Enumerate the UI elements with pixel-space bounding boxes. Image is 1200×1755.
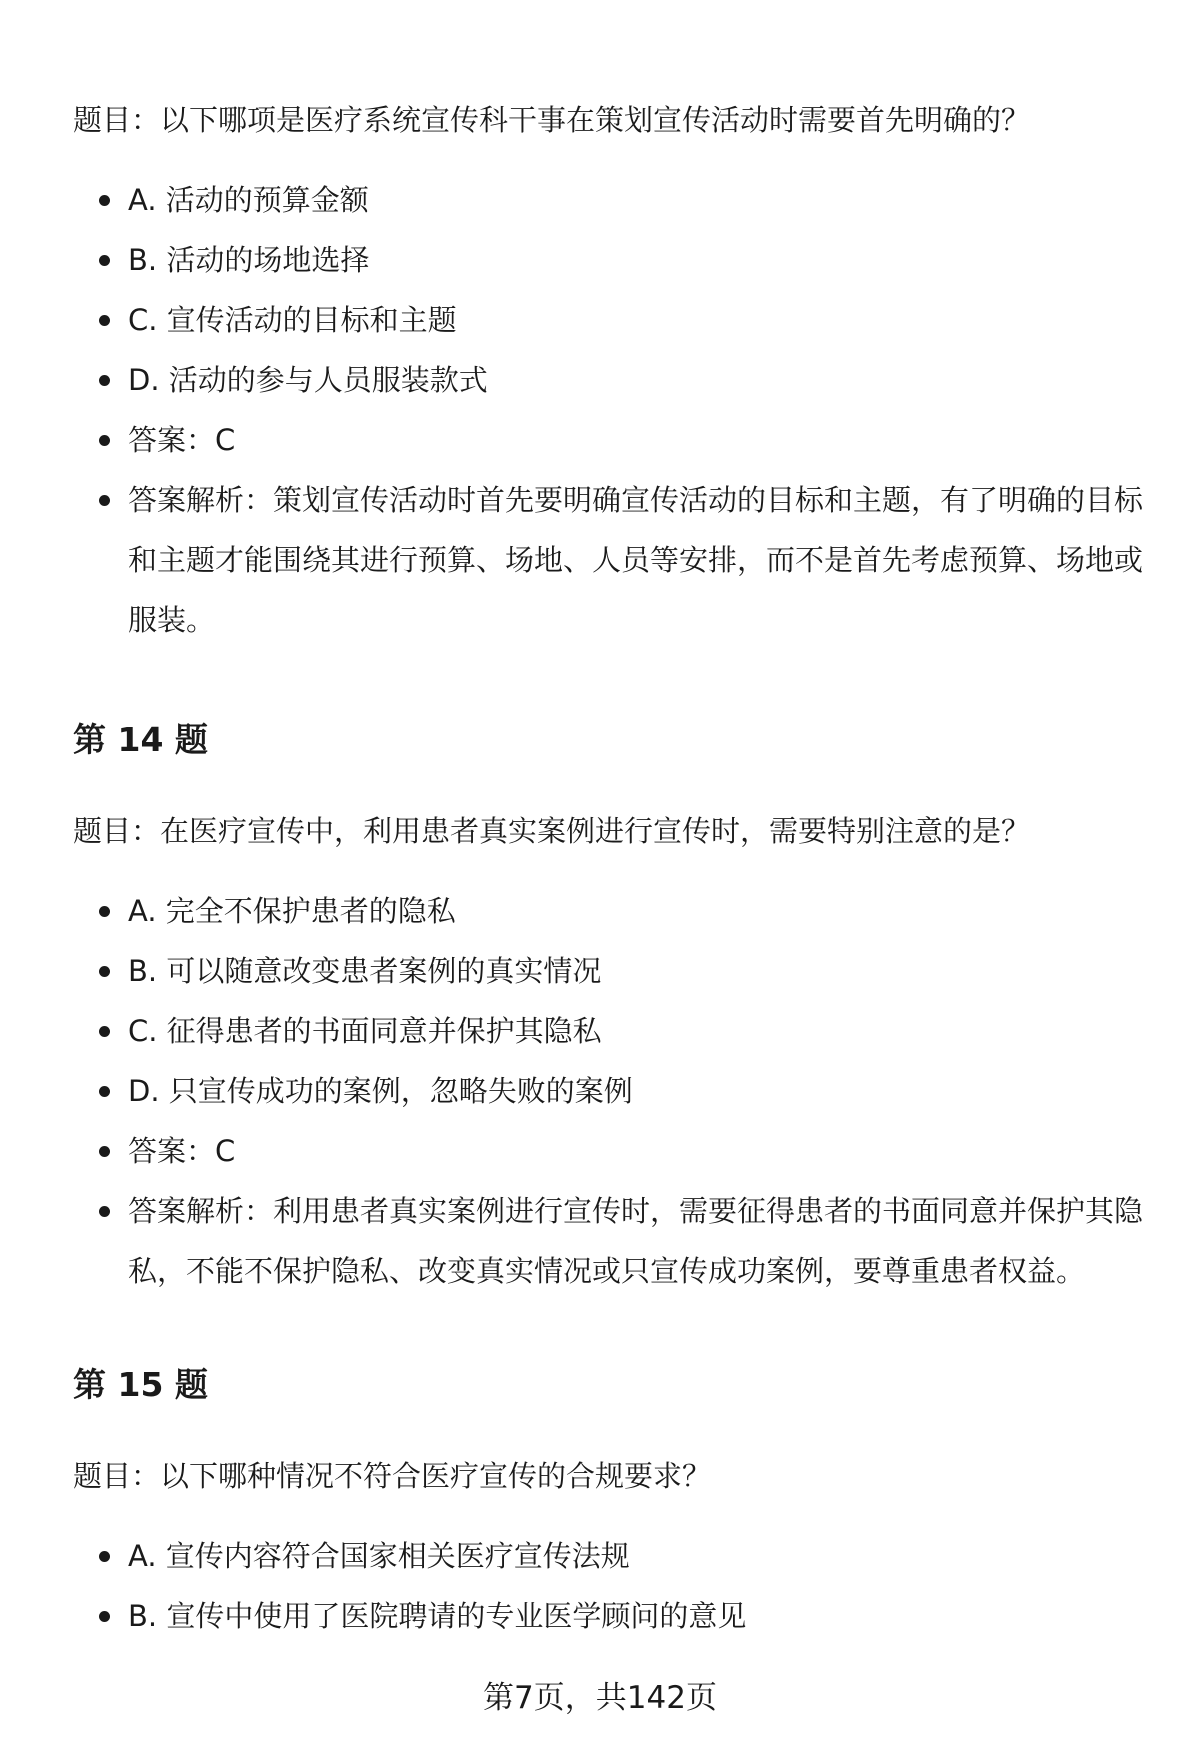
- answer-explanation: 答案解析：利用患者真实案例进行宣传时，需要征得患者的书面同意并保护其隐私，不能不保护隐私、改变真实情况或只宣传成功案例，要尊重患者权益。: [73, 1181, 1150, 1301]
- answer-explanation: 答案解析：策划宣传活动时首先要明确宣传活动的目标和主题，有了明确的目标和主题才能围绕其进行预算、场地、人员等安排，而不是首先考虑预算、场地或服装。: [73, 470, 1150, 650]
- bullet-icon: [99, 195, 110, 206]
- bullet-icon: [99, 1146, 110, 1157]
- question-heading: 第 15 题: [73, 1365, 208, 1404]
- option-list: [73, 881, 1150, 1301]
- option-d: D. 活动的参与人员服装款式: [73, 350, 1150, 410]
- bullet-icon: [99, 1611, 110, 1622]
- bullet-icon: [99, 1551, 110, 1562]
- option-c: C. 征得患者的书面同意并保护其隐私: [73, 1001, 1150, 1061]
- bullet-icon: [99, 315, 110, 326]
- question-15: [73, 1456, 1150, 1496]
- bullet-icon: [99, 906, 110, 917]
- answer: 答案：C: [73, 410, 1150, 470]
- bullet-icon: [99, 495, 110, 506]
- answer: 答案：C: [73, 1121, 1150, 1181]
- question-text: 题目：以下哪种情况不符合医疗宣传的合规要求？: [73, 1459, 712, 1493]
- option-list: [73, 170, 1150, 650]
- bullet-icon: [99, 435, 110, 446]
- option-b: B. 宣传中使用了医院聘请的专业医学顾问的意见: [73, 1586, 1150, 1646]
- bullet-icon: [99, 1026, 110, 1037]
- question-15-items: [73, 1526, 1150, 1646]
- page-number: 第7页，共142页: [483, 1680, 717, 1716]
- question-13: [73, 100, 1150, 140]
- option-a: A. 完全不保护患者的隐私: [73, 881, 1150, 941]
- question-14-heading-block: [73, 718, 1150, 762]
- bullet-icon: [99, 255, 110, 266]
- option-list: [73, 1526, 1150, 1646]
- option-a: A. 宣传内容符合国家相关医疗宣传法规: [73, 1526, 1150, 1586]
- question-14: [73, 811, 1150, 851]
- bullet-icon: [99, 1086, 110, 1097]
- option-b: B. 活动的场地选择: [73, 230, 1150, 290]
- question-15-heading-block: [73, 1363, 1150, 1407]
- option-b: B. 可以随意改变患者案例的真实情况: [73, 941, 1150, 1001]
- question-heading: 第 14 题: [73, 720, 208, 759]
- option-c: C. 宣传活动的目标和主题: [73, 290, 1150, 350]
- question-13-items: [73, 170, 1150, 650]
- question-text: 题目：以下哪项是医疗系统宣传科干事在策划宣传活动时需要首先明确的？: [73, 103, 1031, 137]
- option-a: A. 活动的预算金额: [73, 170, 1150, 230]
- question-14-items: [73, 881, 1150, 1301]
- bullet-icon: [99, 966, 110, 977]
- bullet-icon: [99, 375, 110, 386]
- bullet-icon: [99, 1206, 110, 1217]
- question-text: 题目：在医疗宣传中，利用患者真实案例进行宣传时，需要特别注意的是？: [73, 814, 1031, 848]
- option-d: D. 只宣传成功的案例，忽略失败的案例: [73, 1061, 1150, 1121]
